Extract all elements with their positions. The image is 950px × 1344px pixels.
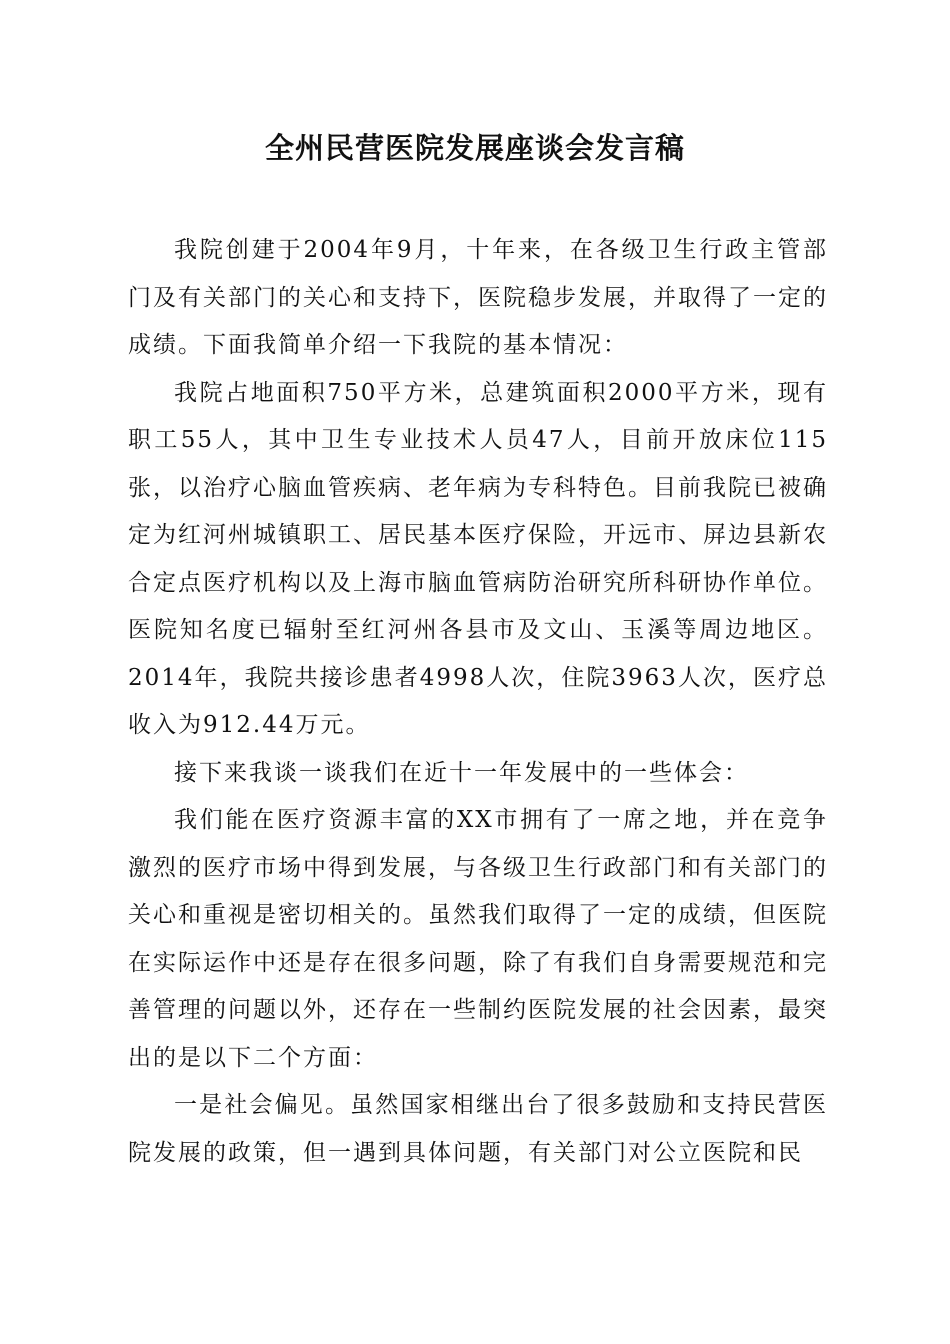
paragraph-basic-info: 我院占地面积750平方米，总建筑面积2000平方米，现有职工55人，其中卫生专业技术人员47人，目前开放床位115张，以治疗心脑血管疾病、老年病为专科特色。目前我院已被确定为红河州城镇职工、居民基本医疗保险，开远市、屏边县新农合定点医疗机构以及上海市脑血管病防治研究所科研协作单位。医院知名度已辐射至红河州各县市及文山、玉溪等周边地区。2014年，我院共接诊患者4998人次，住院3963人次，医疗总收入为912.44万元。 xyxy=(128,379,828,738)
paragraph-social-prejudice: 一是社会偏见。虽然国家相继出台了很多鼓励和支持民营医院发展的政策，但一遇到具体问题，有关部门对公立医院和民 xyxy=(128,1092,828,1166)
document-title: 全州民营医院发展座谈会发言稿 xyxy=(264,131,685,165)
paragraph-transition: 接下来我谈一谈我们在近十一年发展中的一些体会： xyxy=(174,759,749,786)
paragraph-intro: 我院创建于2004年9月，十年来，在各级卫生行政主管部门及有关部门的关心和支持下，医院稳步发展，并取得了一定的成绩。下面我简单介绍一下我院的基本情况： xyxy=(128,237,828,358)
paragraph-experience: 我们能在医疗资源丰富的XX市拥有了一席之地，并在竞争激烈的医疗市场中得到发展，与各级卫生行政部门和有关部门的关心和重视是密切相关的。虽然我们取得了一定的成绩，但医院在实际运作中还是存在很多问题，除了有我们自身需要规范和完善管理的问题以外，还存在一些制约医院发展的社会因素，最突出的是以下二个方面： xyxy=(128,807,828,1071)
document-body xyxy=(128,227,828,1177)
